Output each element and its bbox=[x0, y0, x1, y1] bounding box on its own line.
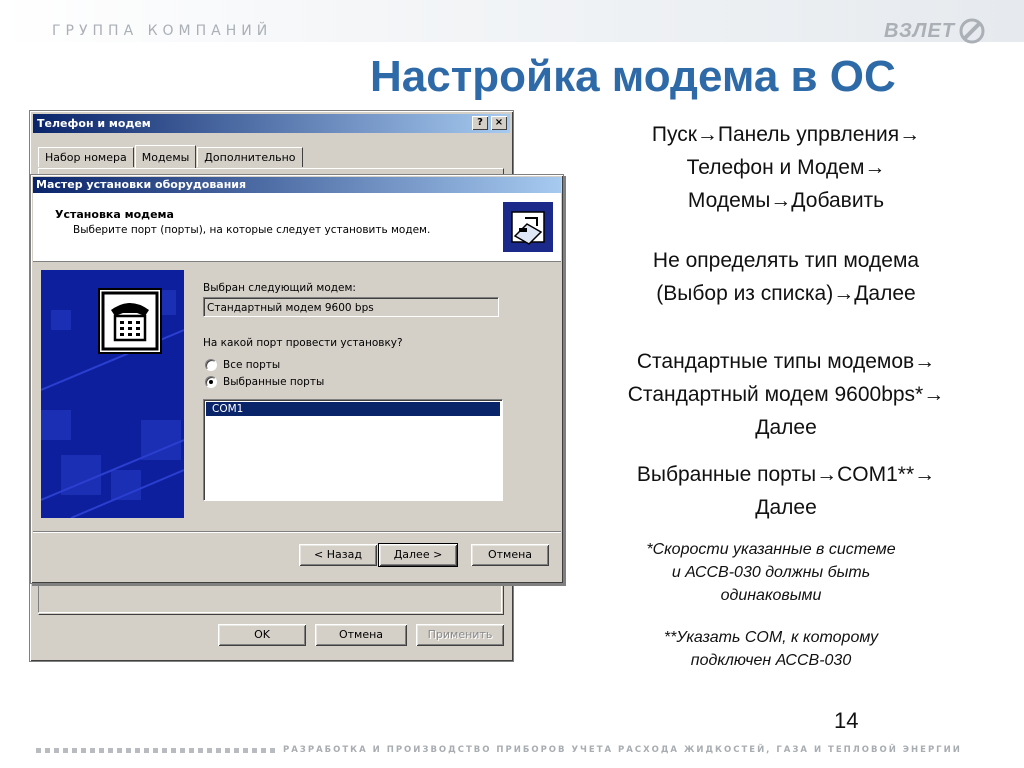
phone-modem-titlebar bbox=[33, 114, 510, 133]
selected-modem-field: Стандартный модем 9600 bps bbox=[203, 297, 499, 317]
brand-logo-text: ВЗЛЕТ bbox=[884, 19, 956, 42]
tab-advanced[interactable]: Дополнительно bbox=[197, 147, 302, 167]
step-2-line-2: (Выбор из списка)→Далее bbox=[656, 282, 916, 305]
step-1-line-3: Модемы→Добавить bbox=[687, 189, 885, 212]
cancel-button[interactable]: Отмена bbox=[315, 624, 407, 646]
step-3-line-3: Далее bbox=[755, 416, 817, 439]
wizard-side-image bbox=[41, 270, 184, 518]
step-4 bbox=[566, 458, 1006, 524]
footer-squares bbox=[36, 748, 275, 753]
footer-text: РАЗРАБОТКА И ПРОИЗВОДСТВО ПРИБОРОВ УЧЕТА РАСХОДА ЖИДКОСТЕЙ, ГАЗА И ТЕПЛОВОЙ ЭНЕРГИИ bbox=[283, 745, 962, 755]
note-1-line-2: и АССВ-030 должны быть bbox=[671, 564, 871, 581]
phone-modem-title: Телефон и модем bbox=[37, 117, 151, 130]
wizard-header-title: Установка модема bbox=[55, 208, 174, 221]
next-button[interactable]: Далее > bbox=[379, 544, 457, 566]
ok-button[interactable]: OK bbox=[218, 624, 306, 646]
port-question-label: На какой порт провести установку? bbox=[203, 337, 403, 349]
step-4-line-1: Выбранные порты→COM1**→ bbox=[636, 463, 936, 486]
brand-logo bbox=[884, 18, 985, 44]
brand-logo-icon bbox=[959, 18, 985, 44]
telephone-icon bbox=[103, 293, 157, 349]
phone-modem-tabs bbox=[38, 143, 304, 167]
step-3-line-1: Стандартные типы модемов→ bbox=[636, 350, 936, 373]
slide-footer bbox=[36, 745, 962, 755]
apply-button[interactable]: Применить bbox=[416, 624, 504, 646]
step-1 bbox=[566, 118, 1006, 217]
step-2 bbox=[566, 244, 1006, 310]
close-button[interactable]: × bbox=[491, 116, 507, 130]
slide-title: Настройка модема в ОС bbox=[370, 52, 896, 101]
note-1 bbox=[536, 538, 1006, 607]
step-1-line-2: Телефон и Модем→ bbox=[686, 156, 886, 179]
step-4-line-2: Далее bbox=[755, 496, 817, 519]
help-button[interactable]: ? bbox=[472, 116, 488, 130]
note-1-line-1: *Скорости указанные в системе bbox=[646, 541, 896, 558]
back-button[interactable]: < Назад bbox=[299, 544, 377, 566]
tab-dialing[interactable]: Набор номера bbox=[38, 147, 134, 167]
radio-all-ports-dot[interactable] bbox=[205, 359, 217, 371]
radio-selected-ports-label: Выбранные порты bbox=[223, 376, 325, 388]
radio-selected-ports-dot[interactable] bbox=[205, 376, 217, 388]
step-1-line-1: Пуск→Панель упрвления→ bbox=[651, 123, 921, 146]
note-1-line-3: одинаковыми bbox=[720, 587, 822, 604]
port-list[interactable] bbox=[203, 399, 503, 501]
brand-group-text: ГРУППА КОМПАНИЙ bbox=[52, 23, 273, 39]
page-number: 14 bbox=[834, 708, 859, 733]
radio-all-ports[interactable] bbox=[205, 359, 280, 371]
hardware-wizard-window bbox=[30, 174, 564, 584]
step-3-line-2: Стандартный модем 9600bps*→ bbox=[627, 383, 945, 406]
radio-selected-ports[interactable] bbox=[205, 376, 324, 388]
note-2 bbox=[536, 626, 1006, 672]
wizard-header bbox=[33, 193, 561, 262]
wizard-header-subtitle: Выберите порт (порты), на которые следует установить модем. bbox=[73, 224, 431, 236]
wizard-titlebar: Мастер установки оборудования bbox=[33, 177, 561, 193]
modem-list-edge bbox=[38, 581, 502, 613]
radio-all-ports-label: Все порты bbox=[223, 359, 281, 371]
wizard-cancel-button[interactable]: Отмена bbox=[471, 544, 549, 566]
step-2-line-1: Не определять тип модема bbox=[652, 249, 920, 272]
modem-install-icon bbox=[503, 202, 553, 252]
tab-modems[interactable]: Модемы bbox=[135, 145, 197, 169]
selected-modem-label: Выбран следующий модем: bbox=[203, 282, 356, 294]
note-2-line-2: подключен АССВ-030 bbox=[690, 652, 852, 669]
step-3 bbox=[566, 345, 1006, 444]
wizard-separator bbox=[33, 531, 561, 533]
note-2-line-1: **Указать COM, к которому bbox=[663, 629, 879, 646]
port-list-item[interactable]: COM1 bbox=[206, 402, 500, 416]
